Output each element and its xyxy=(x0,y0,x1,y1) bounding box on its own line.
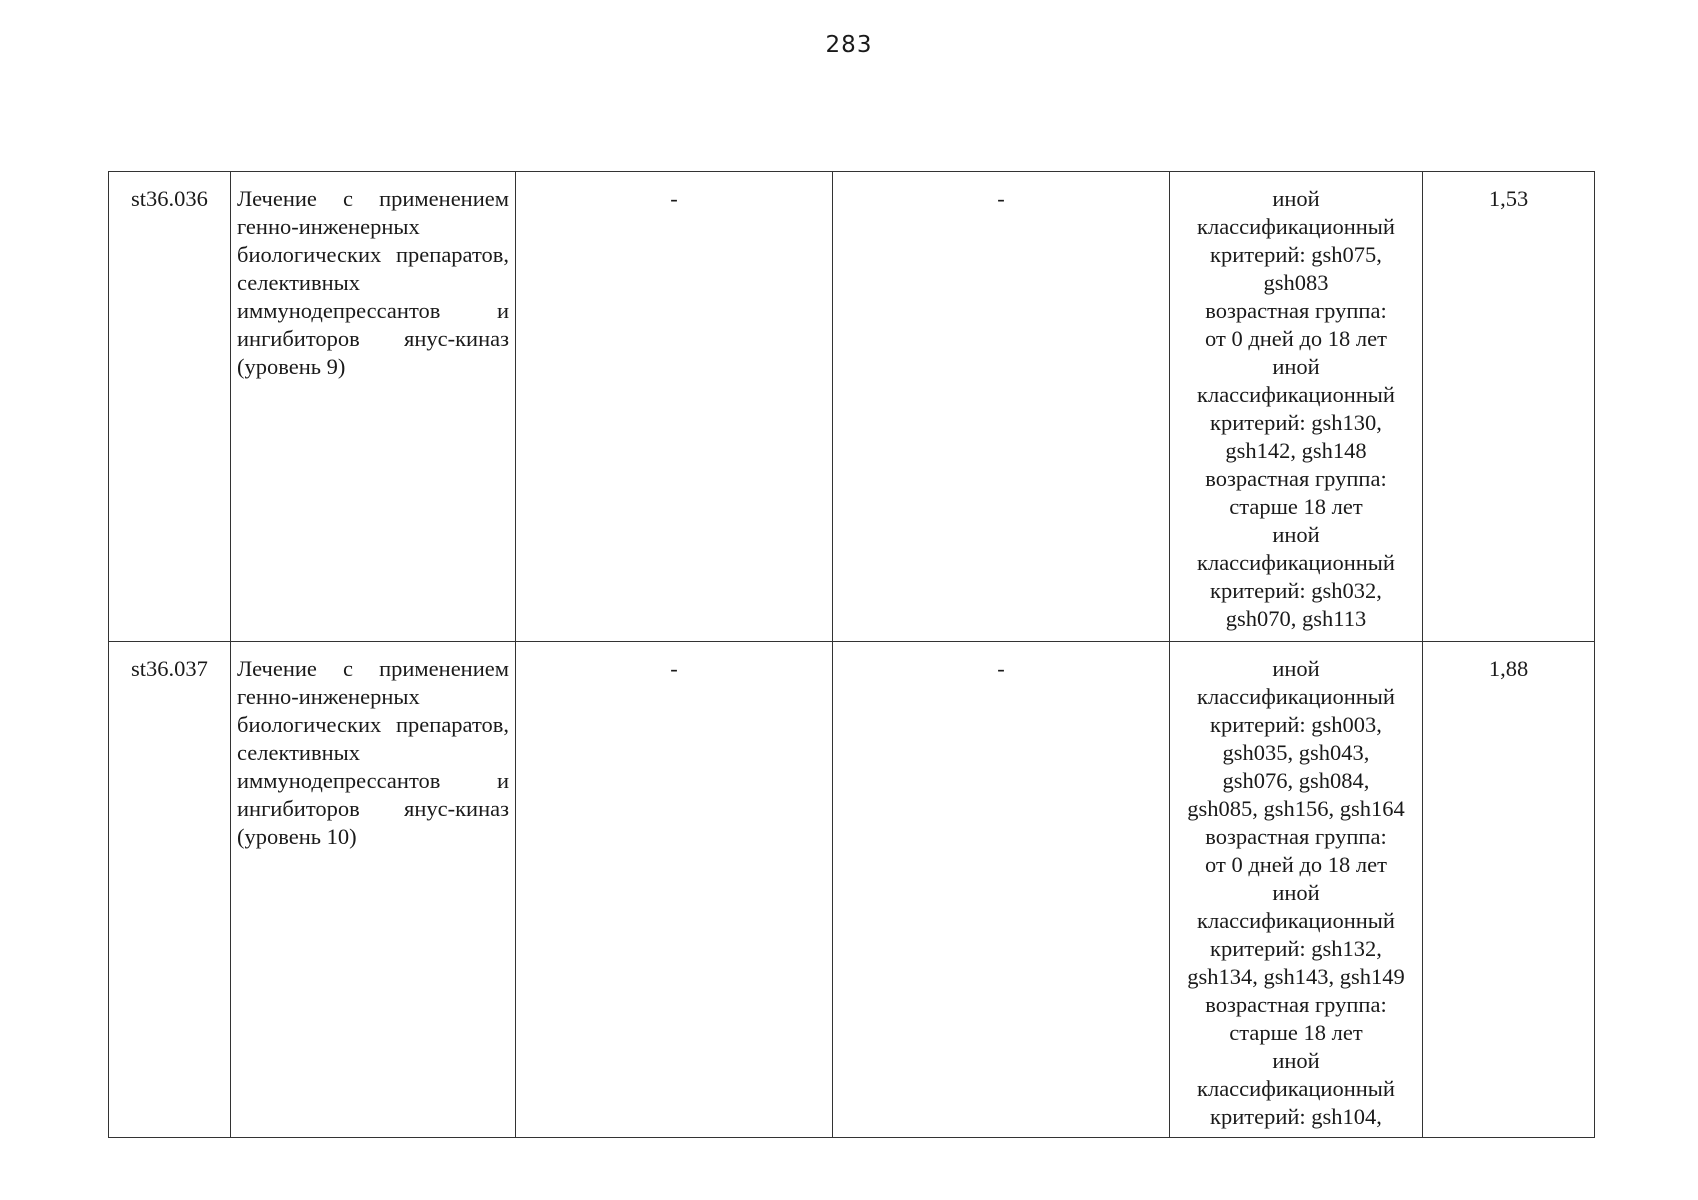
tariff-table xyxy=(108,171,1595,1138)
ksg-code-cell: st36.037 xyxy=(109,642,231,1138)
criteria-line: иной xyxy=(1272,656,1320,681)
criteria-line: gsh035, gsh043, xyxy=(1222,740,1370,765)
criteria-line: классификационный xyxy=(1197,214,1395,239)
criteria-line: старше 18 лет xyxy=(1229,1020,1363,1045)
criteria-line: возрастная группа: xyxy=(1205,824,1387,849)
coefficient-cell: 1,88 xyxy=(1423,642,1595,1138)
criteria-line: классификационный xyxy=(1197,684,1395,709)
service-code-cell: - xyxy=(833,172,1170,642)
criteria-line: от 0 дней до 18 лет xyxy=(1205,852,1387,877)
criteria-line: gsh083 xyxy=(1263,270,1329,295)
criteria-line: возрастная группа: xyxy=(1205,992,1387,1017)
criteria-line: иной xyxy=(1272,186,1320,211)
diagnosis-code-cell: - xyxy=(516,172,833,642)
criteria-line: классификационный xyxy=(1197,550,1395,575)
criteria-line: возрастная группа: xyxy=(1205,466,1387,491)
coefficient-cell: 1,53 xyxy=(1423,172,1595,642)
criteria-line: классификационный xyxy=(1197,908,1395,933)
criteria-line: критерий: gsh104, xyxy=(1210,1104,1382,1129)
criteria-cell xyxy=(1170,172,1423,642)
criteria-line: классификационный xyxy=(1197,382,1395,407)
criteria-line: иной xyxy=(1272,880,1320,905)
criteria-line: старше 18 лет xyxy=(1229,494,1363,519)
criteria-line: критерий: gsh032, xyxy=(1210,578,1382,603)
criteria-line: иной xyxy=(1272,522,1320,547)
table-row xyxy=(109,642,1595,1138)
page-number: 283 xyxy=(825,32,873,58)
criteria-line: критерий: gsh003, xyxy=(1210,712,1382,737)
diagnosis-code-cell: - xyxy=(516,642,833,1138)
ksg-code-cell: st36.036 xyxy=(109,172,231,642)
criteria-line: критерий: gsh075, xyxy=(1210,242,1382,267)
criteria-line: gsh085, gsh156, gsh164 xyxy=(1187,796,1405,821)
criteria-line: иной xyxy=(1272,1048,1320,1073)
criteria-line: gsh070, gsh113 xyxy=(1225,606,1367,631)
ksg-name-cell: Лечение с применением генно-инженерных биологических препаратов, селективных иммунодепрессантов и ингибиторов янус-киназ (уровень 10) xyxy=(231,642,516,1138)
criteria-line: иной xyxy=(1272,354,1320,379)
criteria-line: gsh076, gsh084, xyxy=(1222,768,1370,793)
criteria-line: критерий: gsh132, xyxy=(1210,936,1382,961)
criteria-line: gsh142, gsh148 xyxy=(1225,438,1367,463)
ksg-name-cell: Лечение с применением генно-инженерных биологических препаратов, селективных иммунодепрессантов и ингибиторов янус-киназ (уровень 9) xyxy=(231,172,516,642)
criteria-line: gsh134, gsh143, gsh149 xyxy=(1187,964,1405,989)
criteria-line: возрастная группа: xyxy=(1205,298,1387,323)
criteria-line: критерий: gsh130, xyxy=(1210,410,1382,435)
service-code-cell: - xyxy=(833,642,1170,1138)
criteria-line: от 0 дней до 18 лет xyxy=(1205,326,1387,351)
criteria-line: классификационный xyxy=(1197,1076,1395,1101)
criteria-cell xyxy=(1170,642,1423,1138)
table-row xyxy=(109,172,1595,642)
